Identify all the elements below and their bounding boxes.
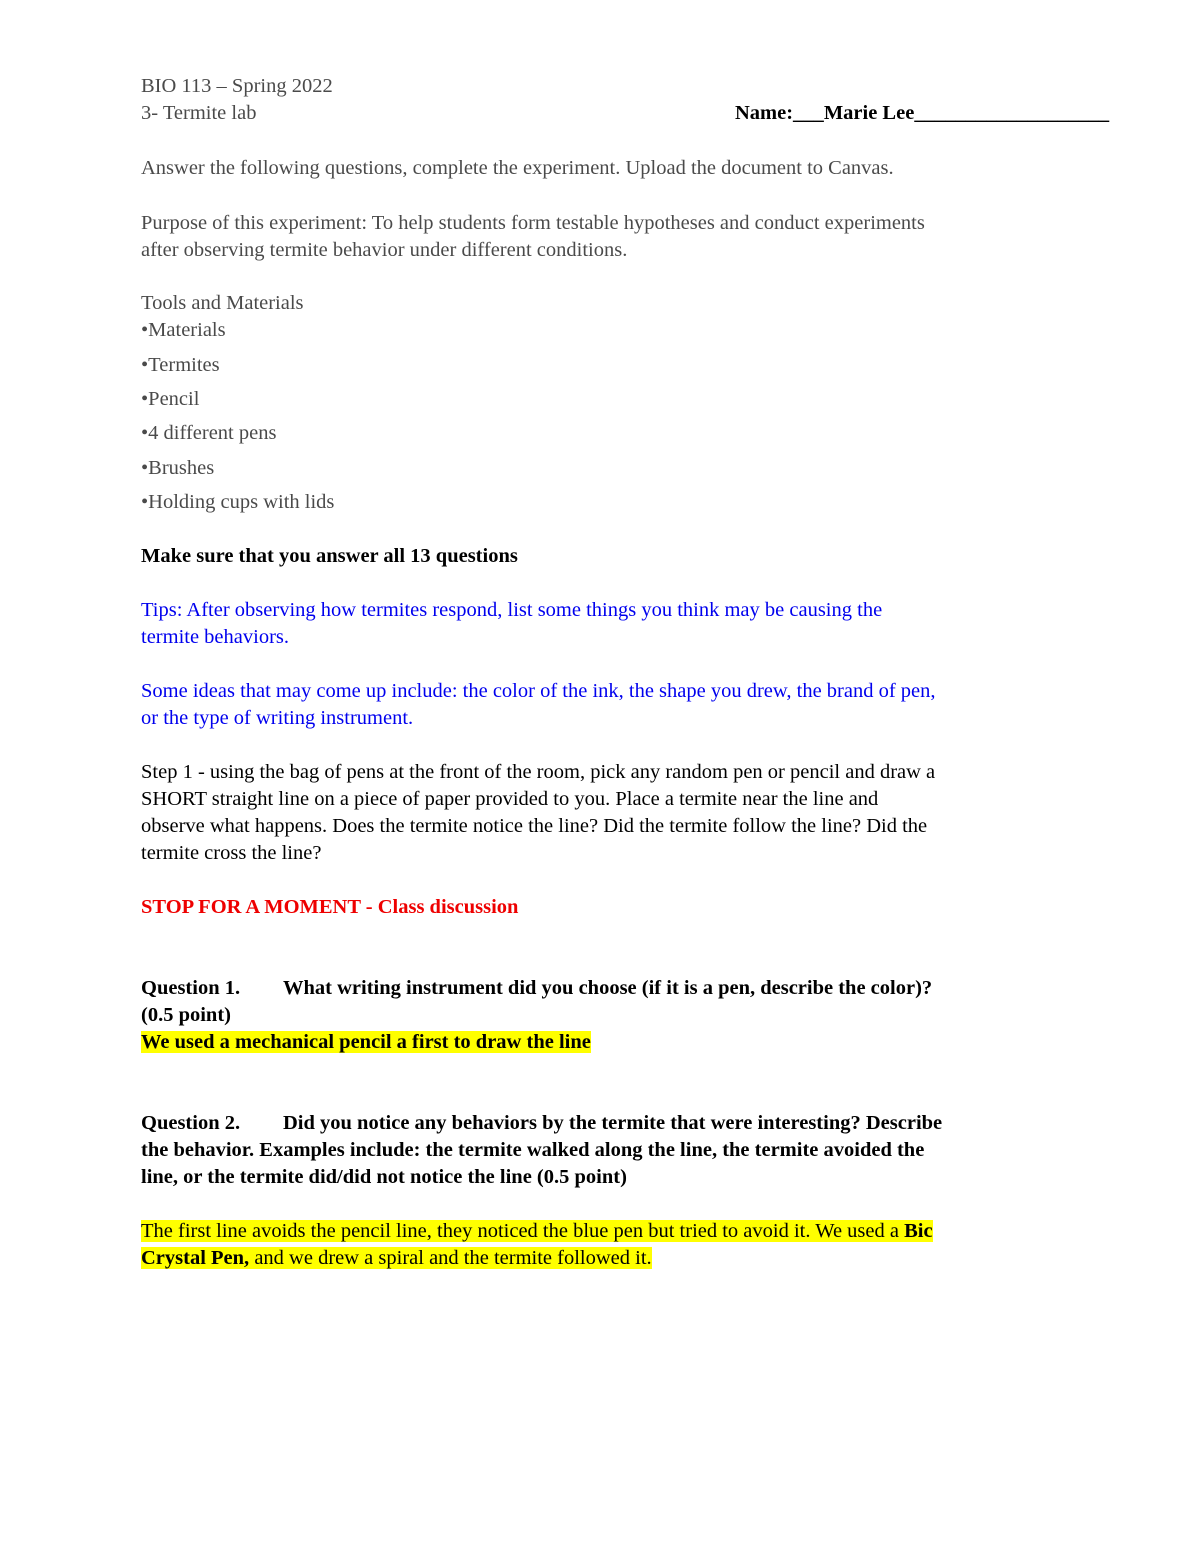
course-title: BIO 113 – Spring 2022 [141,75,333,97]
question-1-points: (0.5 point) [141,1004,231,1026]
name-prefix: Name:___ [735,102,824,124]
purpose-line-2: after observing termite behavior under different conditions. [141,239,628,261]
tool-item: •Brushes [141,457,215,479]
answer-text: The first line avoids the pencil line, they noticed the blue pen but tried to avoid it. We used a [141,1220,905,1242]
answer-brand: Bic [904,1220,933,1242]
header-row [141,100,1110,127]
question-2 [141,1110,942,1137]
student-name-field [735,100,1109,127]
step1-line-4: termite cross the line? [141,842,322,864]
answer-all-reminder: Make sure that you answer all 13 questions [141,545,518,567]
question-2-answer-line-2 [141,1245,652,1272]
question-1-label: Question 1. [141,977,241,999]
question-1 [141,975,932,1002]
tool-item: •Termites [141,354,220,376]
answer-text: and we drew a spiral and the termite followed it. [249,1247,652,1269]
step1-line-2: SHORT straight line on a piece of paper provided to you. Place a termite near the line and [141,788,879,810]
tools-heading: Tools and Materials [141,292,304,314]
tool-item: •Pencil [141,388,200,410]
ideas-line-2: or the type of writing instrument. [141,707,414,729]
stop-notice: STOP FOR A MOMENT - Class discussion [141,896,519,918]
question-2-text: Did you notice any behaviors by the termite that were interesting? Describe [283,1112,943,1134]
tips-line-1: Tips: After observing how termites respond, list some things you think may be causing the [141,599,883,621]
answer-brand: Crystal Pen, [141,1247,250,1269]
question-2-answer-line-1 [141,1218,933,1245]
ideas-line-1: Some ideas that may come up include: the color of the ink, the shape you drew, the brand of pen, [141,680,936,702]
question-2-line-3: line, or the termite did/did not notice the line (0.5 point) [141,1166,627,1188]
tips-line-2: termite behaviors. [141,626,290,648]
tool-item: •Holding cups with lids [141,491,335,513]
step1-line-1: Step 1 - using the bag of pens at the front of the room, pick any random pen or pencil and draw a [141,761,936,783]
tool-item: •4 different pens [141,422,277,444]
question-1-text: What writing instrument did you choose (if it is a pen, describe the color)? [283,977,933,999]
student-name: Marie Lee [823,102,915,124]
question-1-answer-text: We used a mechanical pencil a first to draw the line [141,1031,591,1053]
name-suffix: ___________________ [914,102,1110,124]
purpose-line-1: Purpose of this experiment: To help students form testable hypotheses and conduct experiments [141,212,925,234]
step1-line-3: observe what happens. Does the termite notice the line? Did the termite follow the line? Did the [141,815,928,837]
lab-title: 3- Termite lab [141,102,257,124]
question-1-answer [141,1029,591,1056]
tool-item: •Materials [141,319,226,341]
question-2-line-2: the behavior. Examples include: the termite walked along the line, the termite avoided the [141,1139,925,1161]
instructions: Answer the following questions, complete the experiment. Upload the document to Canvas. [141,157,894,179]
question-2-label: Question 2. [141,1112,241,1134]
